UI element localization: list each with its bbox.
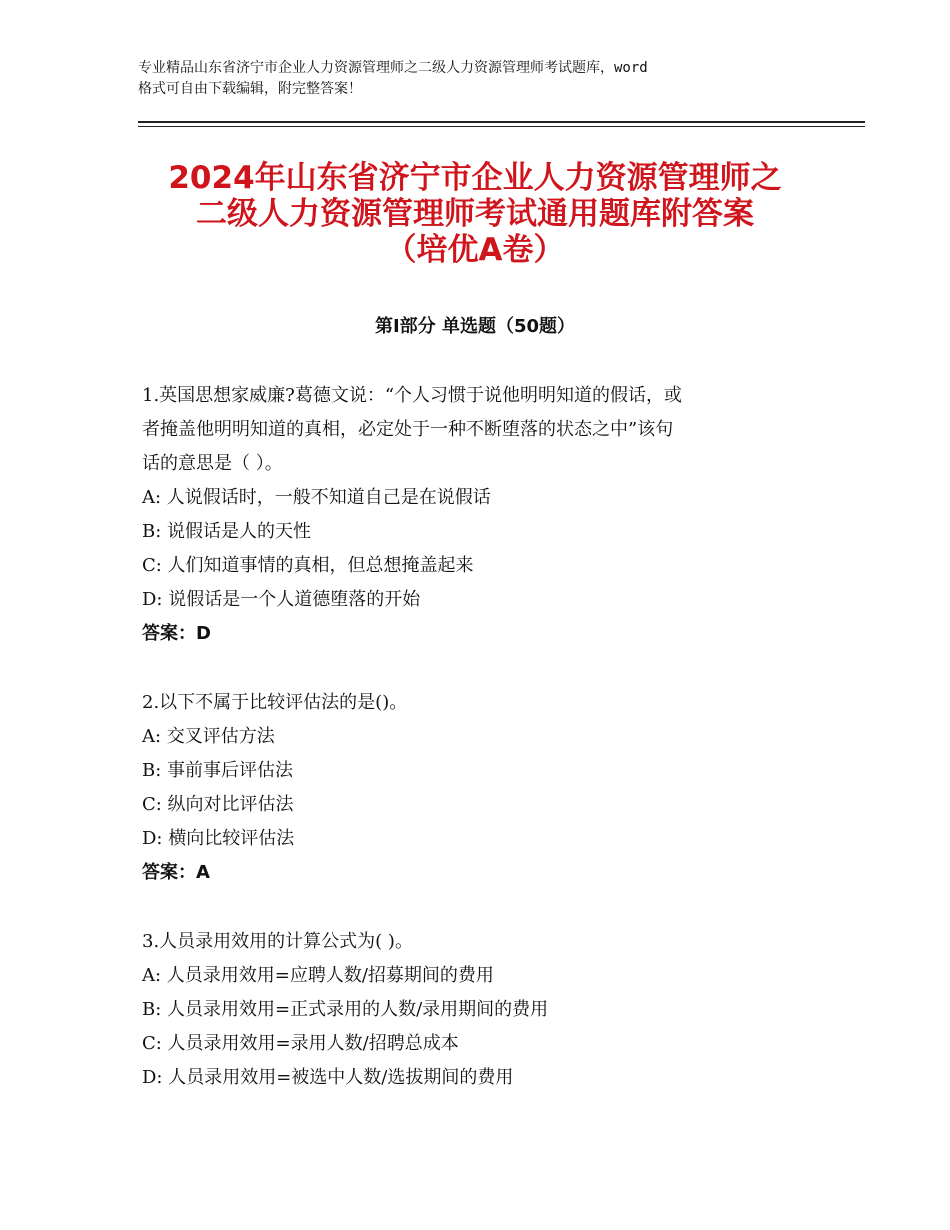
- document-title-line-2: 二级人力资源管理师考试通用题库附答案: [196, 196, 754, 232]
- option-a: A: 人员录用效用=应聘人数/招募期间的费用: [142, 965, 494, 986]
- section-title: 第Ⅰ部分 单选题（50题）: [374, 316, 575, 337]
- question-stem: 1.英国思想家威廉?葛德文说：“个人习惯于说他明明知道的假话，或: [142, 385, 683, 406]
- option-d: D: 横向比较评估法: [142, 828, 295, 849]
- header-note: [138, 58, 838, 100]
- question-3: [142, 925, 822, 1095]
- option-c: C: 人员录用效用=录用人数/招聘总成本: [142, 1033, 459, 1054]
- option-d: D: 说假话是一个人道德堕落的开始: [142, 589, 421, 610]
- option-a: A: 人说假话时，一般不知道自己是在说假话: [142, 487, 491, 508]
- option-d: D: 人员录用效用=被选中人数/选拔期间的费用: [142, 1067, 514, 1088]
- option-a: A: 交叉评估方法: [142, 726, 275, 747]
- question-stem: 话的意思是（ ）。: [142, 453, 283, 474]
- answer-value: A: [196, 862, 210, 883]
- answer-line: [142, 856, 822, 890]
- answer-label: 答案：: [142, 862, 196, 883]
- document-title-line-3: （培优A卷）: [385, 232, 565, 268]
- option-b: B: 说假话是人的天性: [142, 521, 312, 542]
- header-note-line-2: 格式可自由下载编辑，附完整答案！: [138, 81, 362, 97]
- answer-label: 答案：: [142, 623, 196, 644]
- answer-line: [142, 617, 822, 651]
- document-title: [100, 160, 850, 268]
- question-1: [142, 379, 822, 651]
- answer-value: D: [196, 623, 211, 644]
- option-b: B: 事前事后评估法: [142, 760, 294, 781]
- question-stem: 者掩盖他明明知道的真相，必定处于一种不断堕落的状态之中”该句: [142, 419, 674, 440]
- question-stem: 3.人员录用效用的计算公式为( )。: [142, 931, 413, 952]
- document-title-line-1: 2024年山东省济宁市企业人力资源管理师之: [168, 160, 782, 196]
- question-2: [142, 686, 822, 890]
- header-divider-thin: [138, 126, 865, 127]
- option-c: C: 人们知道事情的真相，但总想掩盖起来: [142, 555, 474, 576]
- header-note-line-1: 专业精品山东省济宁市企业人力资源管理师之二级人力资源管理师考试题库，word: [138, 60, 648, 76]
- option-b: B: 人员录用效用=正式录用的人数/录用期间的费用: [142, 999, 549, 1020]
- option-c: C: 纵向对比评估法: [142, 794, 294, 815]
- question-stem: 2.以下不属于比较评估法的是()。: [142, 692, 408, 713]
- header-divider-thick: [138, 121, 865, 123]
